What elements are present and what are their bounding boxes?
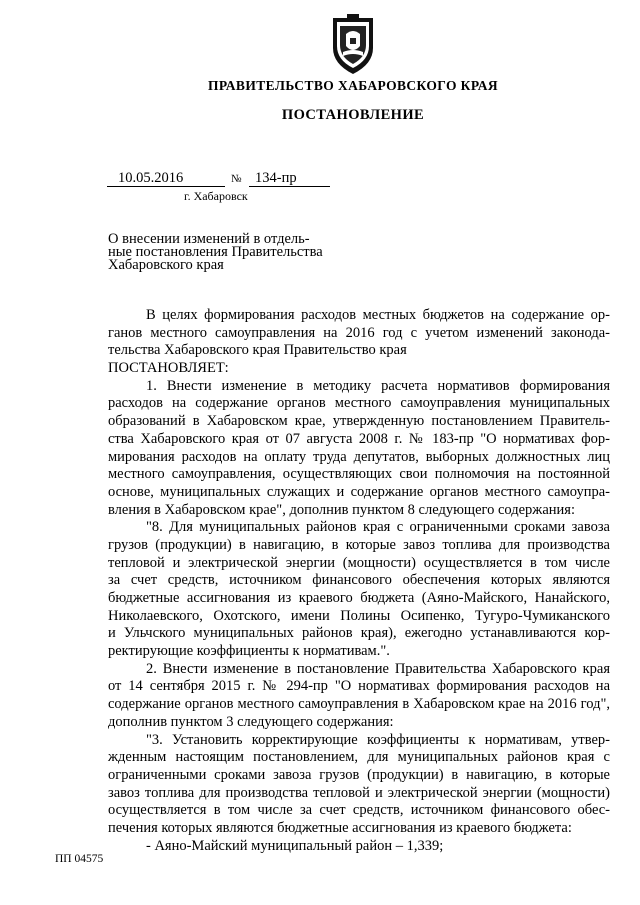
body-line: жденным настоящим постановлением, для муниципальных районов края с: [108, 749, 610, 766]
body-line: 1. Внести изменение в методику расчета нормативов формирования: [146, 377, 610, 394]
body-line: грузов (продукции) в навигацию, в которые завоз топлива для производства: [108, 536, 610, 553]
body-line: ПОСТАНОВЛЯЕТ:: [108, 360, 229, 377]
body-line: бюджетные ассигнования из краевого бюджета (Аяно-Майского, Нанайского,: [108, 590, 610, 606]
body-line: основе, муниципальных служащих и содержание органов местного самоупра-: [108, 483, 610, 500]
body-line: за счет средств, источником финансового обеспечения которых являются: [108, 572, 610, 589]
body-line: ректирующие коэффициенты к нормативам.".: [108, 643, 390, 660]
document-subject: [108, 233, 338, 272]
body-line: 2. Внести изменение в постановление Правительства Хабаровского края: [146, 660, 610, 677]
body-line: ства Хабаровского края от 07 августа 2008 г. № 183-пр "О нормативах фор-: [108, 430, 610, 447]
document-number: 134-пр: [249, 170, 330, 187]
body-line: и Ульчского муниципальных районов края), ежегодно устанавливаются кор-: [108, 625, 610, 642]
body-line: дополнив пунктом 3 следующего содержания:: [108, 713, 394, 730]
subject-line: О внесении изменений в отдель-: [108, 231, 310, 247]
body-line: - Аяно-Майский муниципальный район – 1,339;: [146, 837, 444, 854]
body-line: содержание органов местного самоуправления в Хабаровском крае на 2016 год",: [108, 696, 610, 713]
body-line: местного самоуправления, осуществляющих свои полномочия на постоянной: [108, 466, 610, 483]
body-line: В целях формирования расходов местных бюджетов на содержание ор-: [146, 307, 610, 323]
body-line: от 14 сентября 2015 г. № 294-пр "О нормативах формирования расходов на: [108, 678, 610, 695]
footer-code: ПП 04575: [55, 853, 104, 865]
document-city: г. Хабаровск: [184, 189, 248, 203]
body-line: расходов на содержание органов местного самоуправления муниципальных: [108, 395, 610, 412]
document-body: [108, 307, 610, 855]
number-sign: №: [231, 173, 242, 185]
document-type-title: ПОСТАНОВЛЕНИЕ: [281, 107, 425, 123]
body-line: ограниченными сроками завоза грузов (продукции) в навигацию, в которые: [108, 766, 610, 783]
body-line: печения которых являются бюджетные ассигнования из краевого бюджета:: [108, 819, 572, 836]
coat-of-arms-emblem: [329, 12, 377, 76]
body-line: "8. Для муниципальных районов края с ограниченными сроками завоза: [146, 519, 610, 536]
body-line: осуществляется в том числе за счет средств, источником финансового обес-: [108, 802, 610, 819]
subject-line: ные постановления Правительства: [108, 244, 323, 260]
body-line: тельства Хабаровского края Правительство края: [108, 342, 407, 359]
body-line: ганов местного самоуправления на 2016 год с учетом изменений законода-: [108, 324, 610, 341]
body-line: вления в Хабаровском крае", дополнив пунктом 8 следующего содержания:: [108, 501, 575, 518]
body-line: завоз топлива для производства тепловой и электрической энергии (мощности): [108, 784, 610, 801]
authority-title: ПРАВИТЕЛЬСТВО ХАБАРОВСКОГО КРАЯ: [207, 78, 499, 93]
body-line: образований в Хабаровском крае, утвержденную постановлением Правитель-: [108, 413, 610, 430]
body-line: мирования расходов на оплату труда депутатов, выборных должностных лиц: [108, 448, 610, 465]
document-date: 10.05.2016: [107, 170, 225, 187]
subject-line: Хабаровского края: [108, 257, 224, 273]
body-line: тепловой и электрической энергии (мощности) осуществляется в том числе: [108, 554, 610, 571]
body-line: "3. Установить корректирующие коэффициенты к нормативам, утвер-: [146, 731, 610, 748]
body-line: Николаевского, Охотского, имени Полины Осипенко, Тугуро-Чумиканского: [108, 607, 610, 624]
